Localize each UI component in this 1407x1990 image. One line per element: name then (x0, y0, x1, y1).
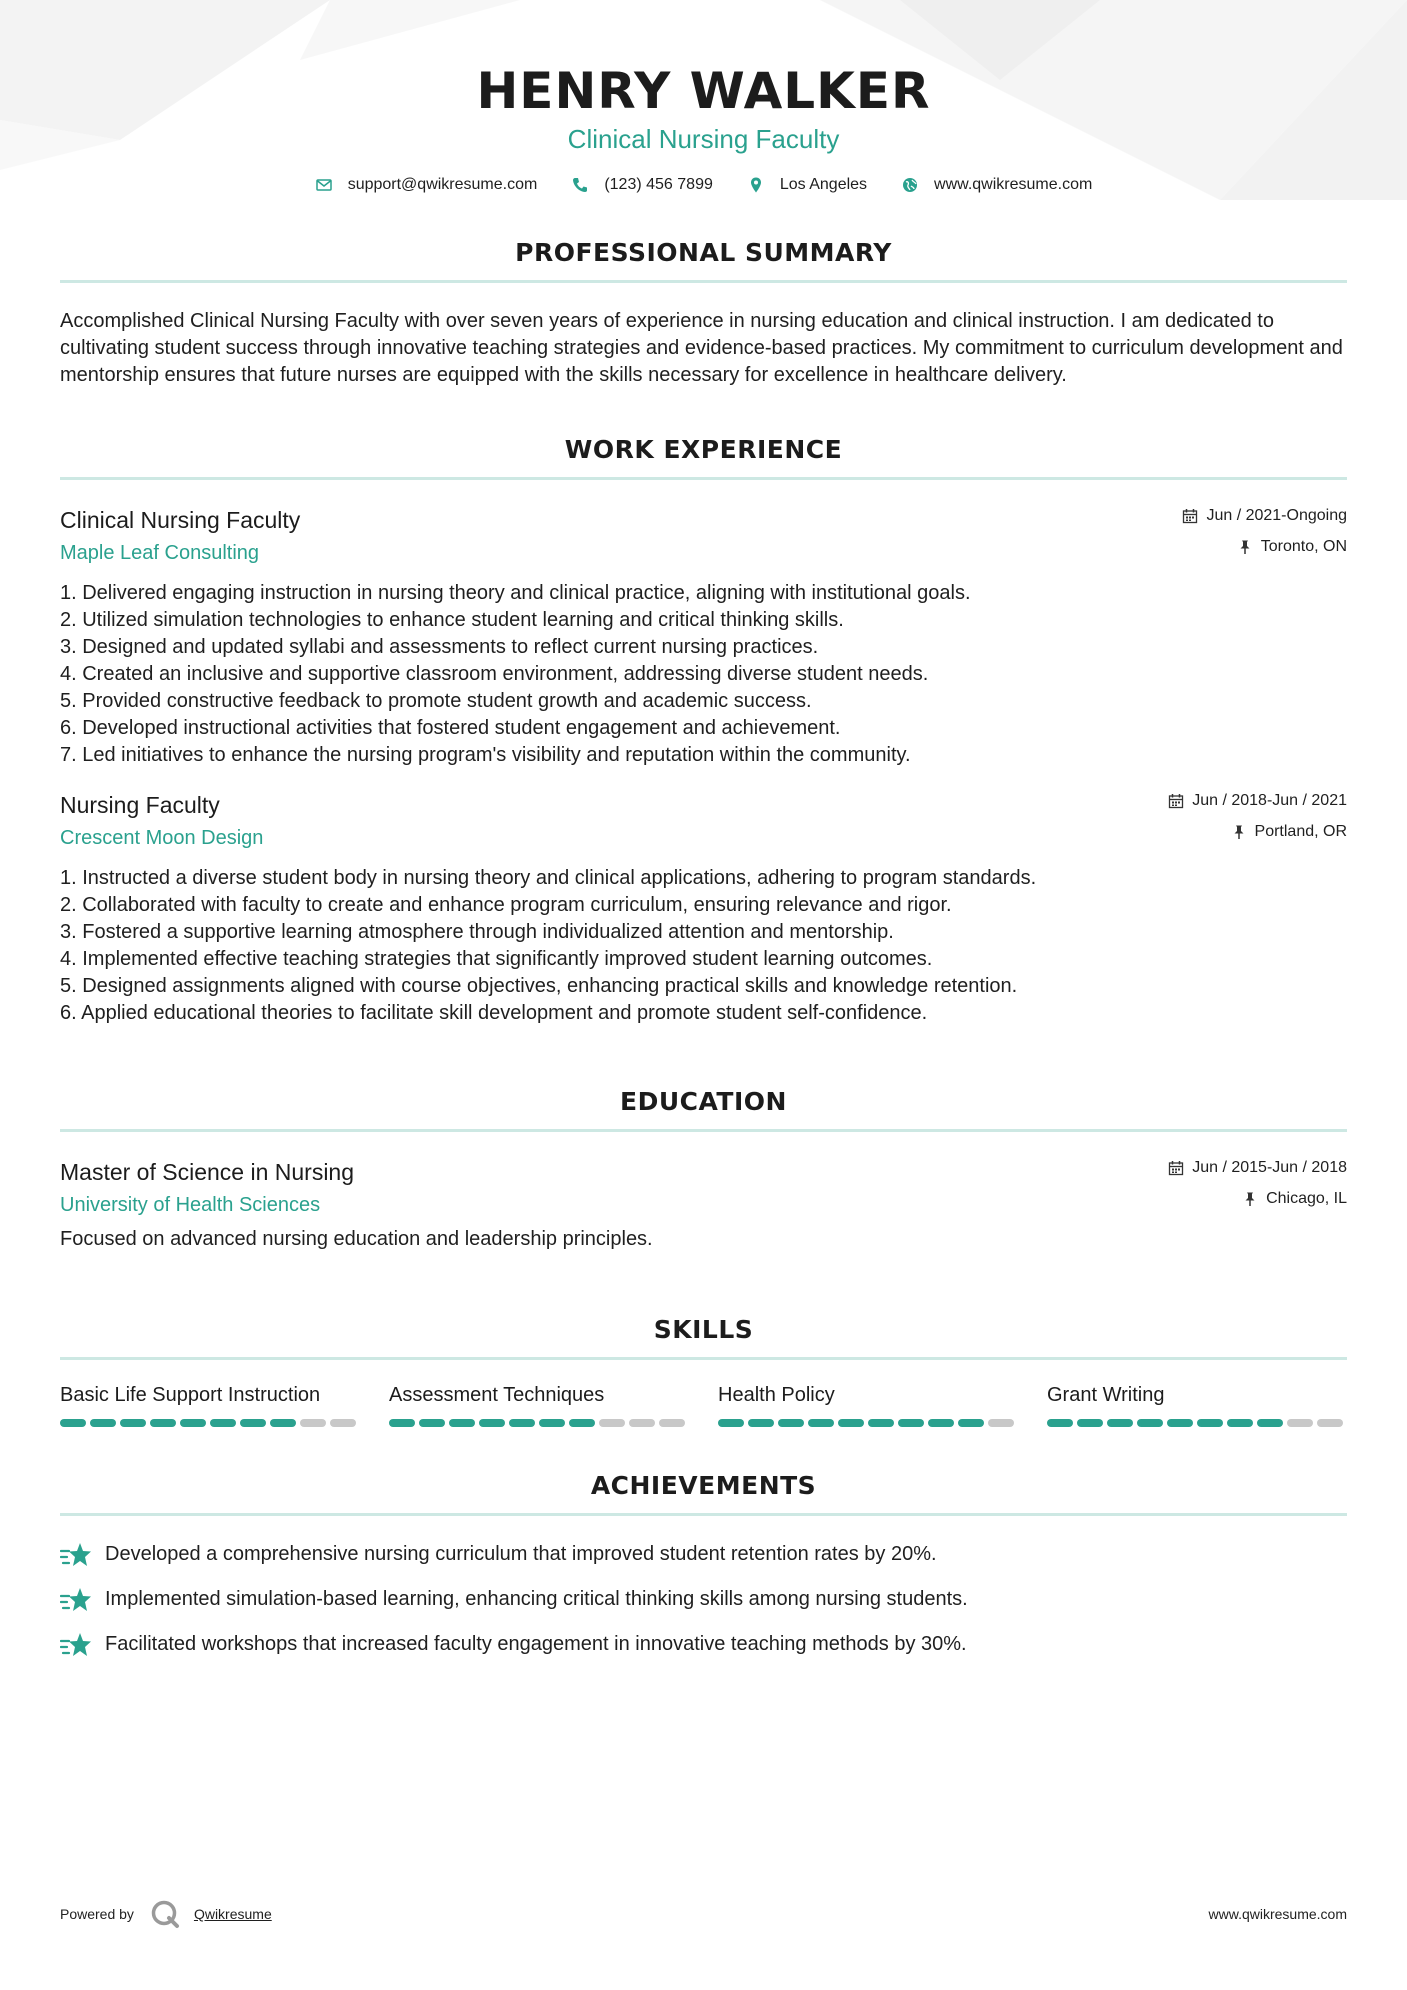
work-experience-section (60, 435, 1347, 1027)
list-item: 6. Developed instructional activities that fostered student engagement and achievement. (60, 717, 841, 739)
globe-icon (901, 176, 919, 194)
qwikresume-logo-icon[interactable] (150, 1899, 180, 1929)
skill-item (718, 1382, 1018, 1427)
skill-item (60, 1382, 360, 1427)
list-item: 1. Delivered engaging instruction in nursing theory and clinical practice, aligning with institutional goals. (60, 582, 971, 604)
summary-text: Accomplished Clinical Nursing Faculty with over seven years of experience in nursing education and clinical instruction. I am dedicated to cultivating student success through innovative teaching strategies and evidence-based practices. My commitment to curriculum development and mentorship ensures that future nurses are equipped with the skills necessary for excellence in healthcare delivery. (60, 310, 1343, 386)
rating-segment-filled (1047, 1419, 1073, 1427)
rating-segment-filled (449, 1419, 475, 1427)
rating-segment-filled (1167, 1419, 1193, 1427)
shooting-star-icon (60, 1541, 92, 1569)
calendar-icon (1182, 508, 1198, 524)
education-section (60, 1087, 1347, 1253)
summary-section (60, 238, 1347, 389)
rating-segment-empty (300, 1419, 326, 1427)
dates-text: Jun / 2018-Jun / 2021 (1192, 792, 1347, 809)
skills-grid (60, 1382, 1347, 1427)
website-text: www.qwikresume.com (934, 176, 1093, 193)
section-divider (60, 1357, 1347, 1360)
list-item: 7. Led initiatives to enhance the nursing program's visibility and reputation within the community. (60, 744, 911, 766)
shooting-star-icon (60, 1586, 92, 1614)
list-item: 3. Designed and updated syllabi and assessments to reflect current nursing practices. (60, 636, 819, 658)
company-name: Crescent Moon Design (60, 827, 264, 849)
rating-segment-filled (898, 1419, 924, 1427)
rating-segment-filled (838, 1419, 864, 1427)
skill-name: Basic Life Support Instruction (60, 1384, 321, 1406)
skill-name: Grant Writing (1047, 1384, 1165, 1406)
work-heading: WORK EXPERIENCE (564, 435, 843, 464)
rating-segment-filled (389, 1419, 415, 1427)
rating-segment-filled (120, 1419, 146, 1427)
rating-segment-filled (1227, 1419, 1253, 1427)
rating-segment-filled (90, 1419, 116, 1427)
job-dates (1182, 506, 1347, 526)
job-title: Clinical Nursing Faculty (60, 507, 301, 533)
dates-text: Jun / 2015-Jun / 2018 (1192, 1159, 1347, 1176)
list-item: 2. Collaborated with faculty to create and enhance program curriculum, ensuring relevance and rigor. (60, 894, 952, 916)
education-heading: EDUCATION (620, 1087, 787, 1116)
list-item: 6. Applied educational theories to facilitate skill development and promote student self-confidence. (60, 1002, 928, 1024)
map-pin-icon (747, 176, 765, 194)
list-item: 5. Designed assignments aligned with course objectives, enhancing practical skills and knowledge retention. (60, 975, 1018, 997)
skill-rating (718, 1419, 1018, 1427)
education-dates (1168, 1158, 1347, 1178)
company-name: Maple Leaf Consulting (60, 542, 260, 564)
achievements-section (60, 1471, 1347, 1667)
rating-segment-empty (330, 1419, 356, 1427)
section-divider (60, 477, 1347, 480)
rating-segment-empty (599, 1419, 625, 1427)
list-item: 2. Utilized simulation technologies to enhance student learning and critical thinking skills. (60, 609, 844, 631)
rating-segment-filled (868, 1419, 894, 1427)
rating-segment-filled (509, 1419, 535, 1427)
rating-segment-filled (958, 1419, 984, 1427)
skills-section (60, 1315, 1347, 1427)
list-item (60, 1577, 1347, 1622)
resume-header (60, 0, 1347, 194)
skills-heading: SKILLS (653, 1315, 754, 1344)
qwikresume-link[interactable]: Qwikresume (193, 1906, 272, 1922)
contact-email[interactable] (315, 176, 538, 194)
section-divider (60, 280, 1347, 283)
rating-segment-empty (629, 1419, 655, 1427)
contact-website[interactable] (901, 176, 1092, 194)
education-description: Focused on advanced nursing education and leadership principles. (60, 1228, 653, 1250)
job-location (1182, 537, 1347, 557)
skill-name: Assessment Techniques (389, 1384, 605, 1406)
rating-segment-filled (778, 1419, 804, 1427)
rating-segment-filled (479, 1419, 505, 1427)
rating-segment-filled (180, 1419, 206, 1427)
list-item: 5. Provided constructive feedback to promote student growth and academic success. (60, 690, 812, 712)
list-item: 4. Created an inclusive and supportive classroom environment, addressing diverse student needs. (60, 663, 929, 685)
summary-heading: PROFESSIONAL SUMMARY (515, 238, 892, 267)
degree-title: Master of Science in Nursing (60, 1159, 355, 1185)
achievements-list (60, 1532, 1347, 1667)
calendar-icon (1168, 1160, 1184, 1176)
candidate-name: HENRY WALKER (476, 62, 931, 120)
rating-segment-filled (270, 1419, 296, 1427)
phone-icon (571, 176, 589, 194)
dates-text: Jun / 2021-Ongoing (1206, 507, 1347, 524)
phone-text: (123) 456 7899 (604, 176, 713, 193)
rating-segment-filled (1257, 1419, 1283, 1427)
envelope-icon (315, 176, 333, 194)
school-name: University of Health Sciences (60, 1194, 321, 1216)
rating-segment-filled (718, 1419, 744, 1427)
job-entry (60, 791, 1347, 1027)
education-entry (60, 1158, 1347, 1253)
contact-bar (60, 176, 1347, 194)
candidate-role: Clinical Nursing Faculty (567, 124, 840, 154)
pushpin-icon (1237, 539, 1253, 555)
rating-segment-filled (748, 1419, 774, 1427)
location-text: Chicago, IL (1266, 1190, 1347, 1207)
skill-name: Health Policy (718, 1384, 835, 1406)
skill-item (1047, 1382, 1347, 1427)
location-text: Portland, OR (1254, 823, 1347, 840)
section-divider (60, 1513, 1347, 1516)
skill-rating (1047, 1419, 1347, 1427)
rating-segment-filled (150, 1419, 176, 1427)
skill-item (389, 1382, 689, 1427)
powered-by-label: Powered by (60, 1906, 134, 1922)
location-text: Los Angeles (779, 176, 868, 193)
contact-phone[interactable] (571, 176, 713, 194)
rating-segment-filled (210, 1419, 236, 1427)
rating-segment-filled (539, 1419, 565, 1427)
achievement-text: Implemented simulation-based learning, enhancing critical thinking skills among nursing students. (105, 1588, 968, 1610)
list-item (60, 1532, 1347, 1577)
page-footer (60, 1899, 1347, 1929)
rating-segment-filled (1197, 1419, 1223, 1427)
rating-segment-filled (808, 1419, 834, 1427)
job-entry (60, 506, 1347, 769)
rating-segment-filled (1137, 1419, 1163, 1427)
section-divider (60, 1129, 1347, 1132)
rating-segment-filled (1107, 1419, 1133, 1427)
job-bullet-list (60, 865, 1347, 1027)
rating-segment-empty (659, 1419, 685, 1427)
list-item: 3. Fostered a supportive learning atmosphere through individualized attention and mentorship. (60, 921, 894, 943)
achievement-text: Facilitated workshops that increased faculty engagement in innovative teaching methods by 30%. (105, 1633, 967, 1655)
skill-rating (389, 1419, 689, 1427)
job-location (1168, 822, 1347, 842)
job-dates (1168, 791, 1347, 811)
skill-rating (60, 1419, 360, 1427)
rating-segment-filled (240, 1419, 266, 1427)
list-item (60, 1622, 1347, 1667)
rating-segment-filled (1077, 1419, 1103, 1427)
list-item: 1. Instructed a diverse student body in nursing theory and clinical applications, adhering to program standards. (60, 867, 1037, 889)
shooting-star-icon (60, 1631, 92, 1659)
rating-segment-filled (569, 1419, 595, 1427)
job-bullet-list (60, 580, 1347, 769)
pushpin-icon (1231, 824, 1247, 840)
rating-segment-empty (988, 1419, 1014, 1427)
rating-segment-filled (419, 1419, 445, 1427)
achievement-text: Developed a comprehensive nursing curriculum that improved student retention rates by 20%. (105, 1543, 937, 1565)
rating-segment-filled (928, 1419, 954, 1427)
pushpin-icon (1242, 1191, 1258, 1207)
rating-segment-empty (1317, 1419, 1343, 1427)
footer-website[interactable]: www.qwikresume.com (1208, 1906, 1347, 1922)
location-text: Toronto, ON (1260, 538, 1347, 555)
job-title: Nursing Faculty (60, 792, 220, 818)
education-location (1168, 1189, 1347, 1209)
rating-segment-empty (1287, 1419, 1313, 1427)
achievements-heading: ACHIEVEMENTS (590, 1471, 817, 1500)
rating-segment-filled (60, 1419, 86, 1427)
list-item: 4. Implemented effective teaching strategies that significantly improved student learning outcomes. (60, 948, 933, 970)
calendar-icon (1168, 793, 1184, 809)
email-text: support@qwikresume.com (347, 176, 538, 193)
contact-location (747, 176, 867, 194)
